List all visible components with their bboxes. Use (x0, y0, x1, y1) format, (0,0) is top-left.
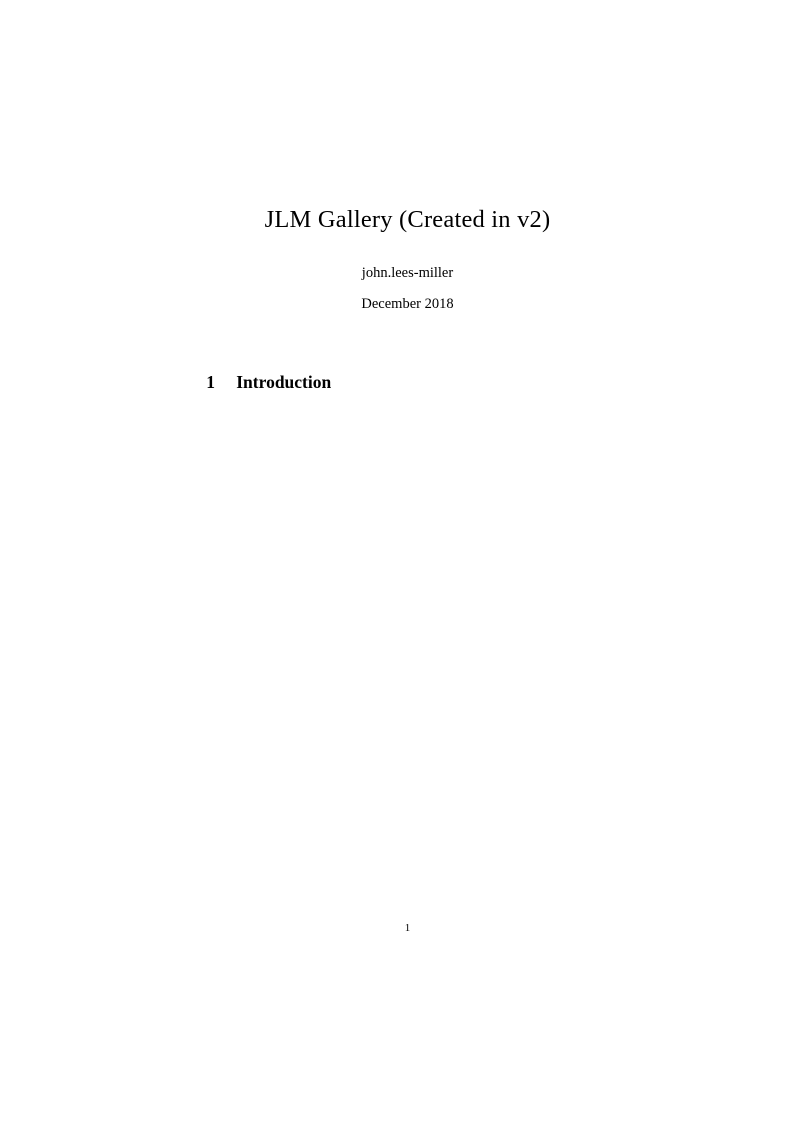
document-author: john.lees-miller (361, 265, 454, 281)
document-title: JLM Gallery (Created in v2) (264, 206, 551, 233)
section-number: 1 (206, 371, 215, 392)
document-date: December 2018 (361, 296, 454, 312)
page-content (170, 0, 645, 1123)
section-heading-introduction (180, 350, 645, 416)
page-number: 1 (404, 922, 411, 934)
section-title: Introduction (236, 371, 332, 392)
